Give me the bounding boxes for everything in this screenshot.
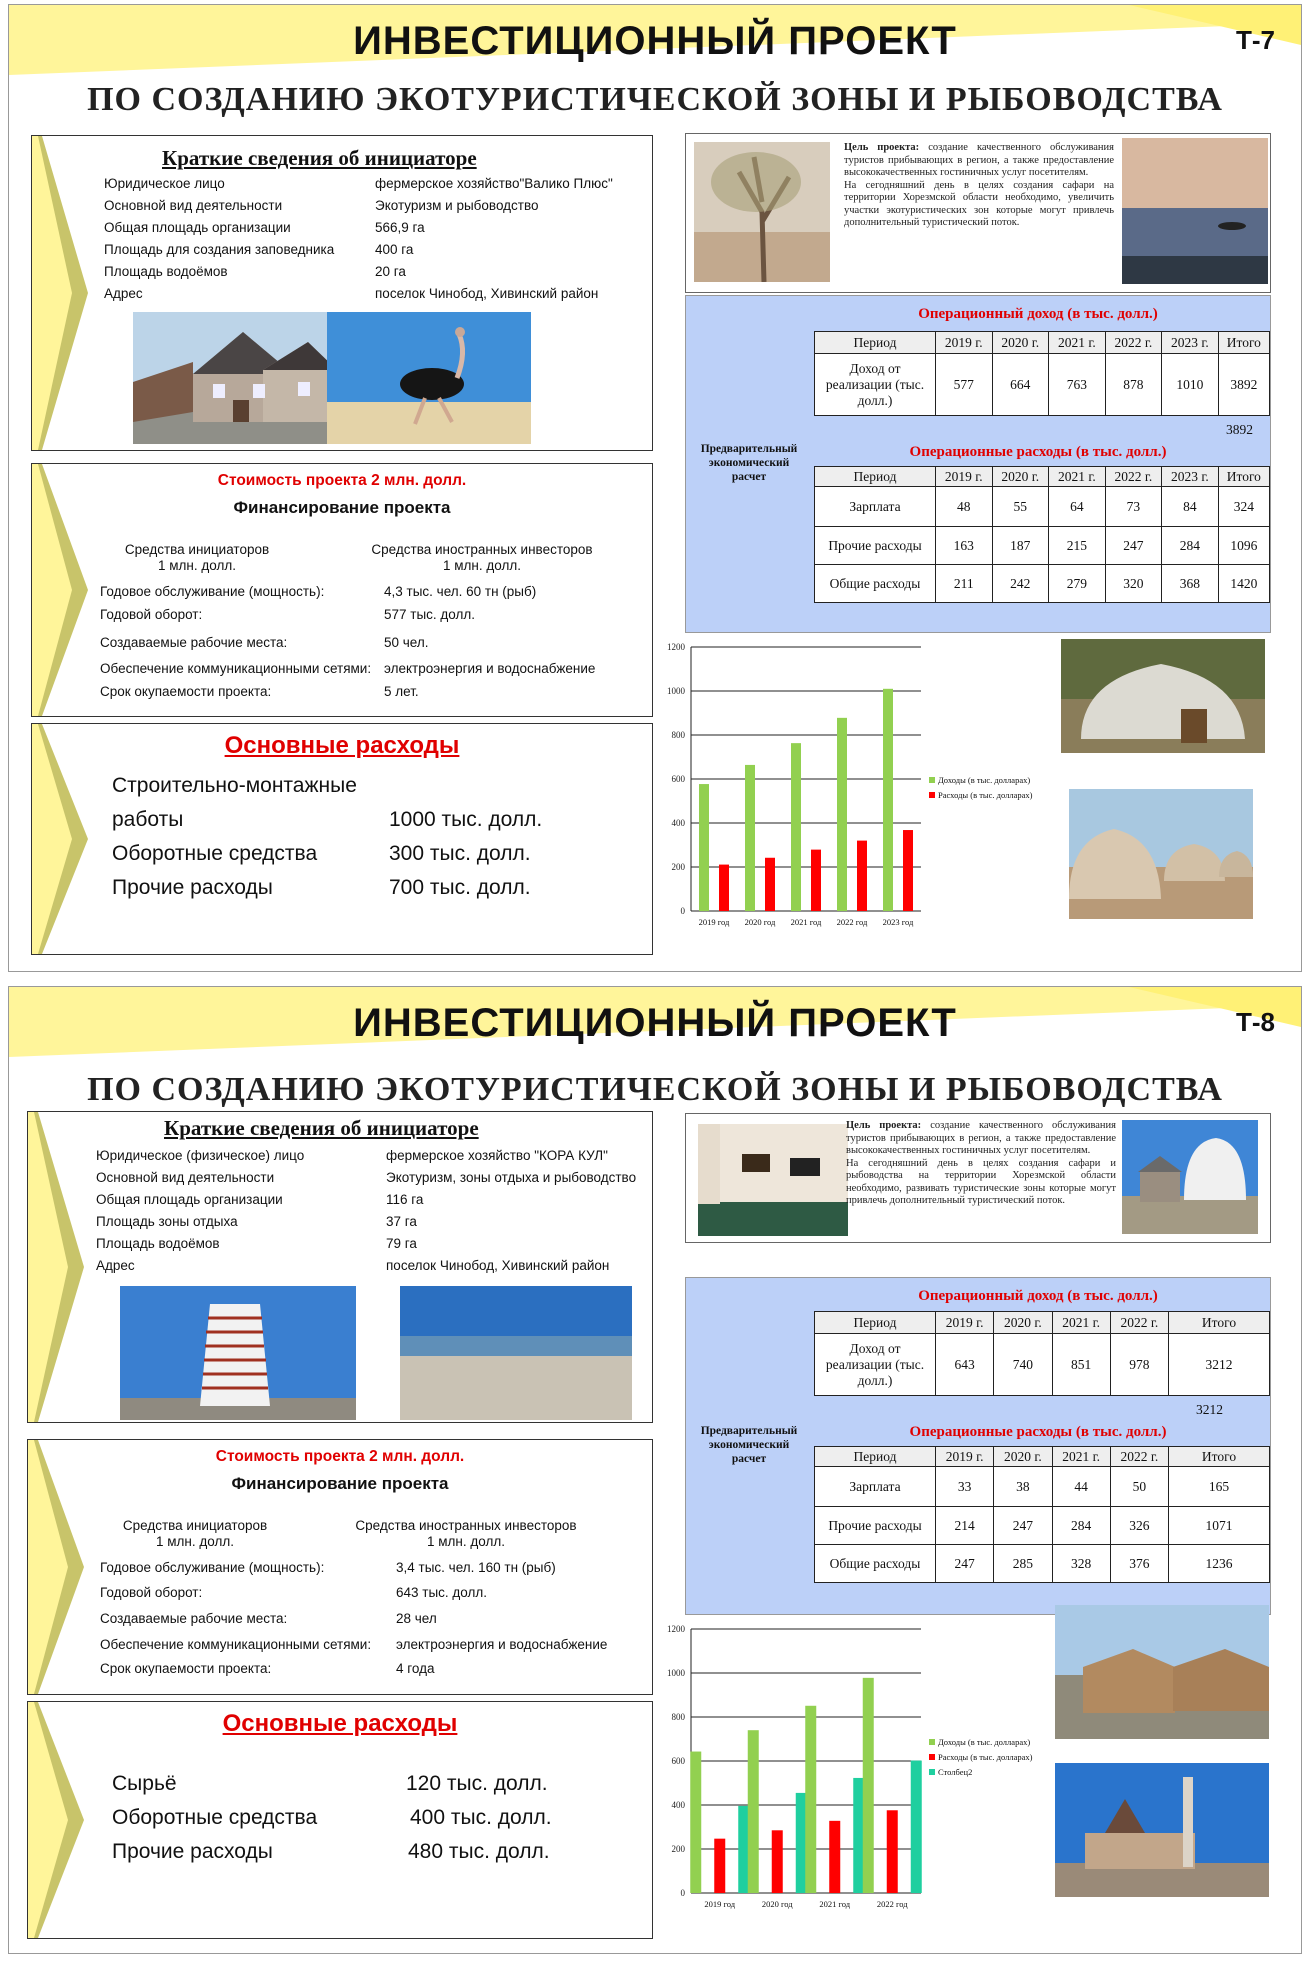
y-tick-label: 200	[671, 862, 685, 872]
th: 2022 г.	[1105, 332, 1162, 354]
cost-value: 4,3 тыс. чел. 60 тн (рыб)	[384, 584, 537, 599]
initiator-label: Площадь зоны отдыха	[96, 1214, 238, 1229]
slide-t8	[8, 986, 1302, 1954]
cost-label: Создаваемые рабочие места:	[100, 635, 288, 650]
th: Итого	[1218, 332, 1269, 354]
legend-swatch	[929, 1769, 935, 1775]
investor-funds-amount: 1 млн. долл.	[443, 558, 521, 573]
initiator-funds-label: Средства инициаторов	[122, 1518, 268, 1533]
th: 2019 г.	[936, 467, 993, 487]
initiator-funds	[122, 542, 272, 574]
legend-swatch	[929, 792, 935, 798]
y-tick-label: 1200	[667, 642, 685, 652]
cost-value: электроэнергия и водоснабжение	[396, 1637, 608, 1652]
cost-panel	[27, 1439, 653, 1695]
bar	[829, 1821, 840, 1893]
legend-label: Доходы (в тыс. долларах)	[938, 775, 1031, 785]
goal-label: Цель проекта:	[844, 142, 920, 153]
cost-value: электроэнергия и водоснабжение	[384, 661, 596, 676]
expense-label: Прочие расходы	[112, 876, 273, 899]
initiator-label: Адрес	[96, 1258, 135, 1273]
y-tick-label: 200	[671, 1844, 685, 1854]
td: 44	[1052, 1467, 1110, 1507]
initiator-value: 37 га	[386, 1214, 417, 1229]
expenses-panel	[27, 1701, 653, 1939]
goal-text	[846, 1120, 1116, 1208]
expense-label: Сырьё	[112, 1772, 177, 1795]
y-tick-label: 600	[671, 1756, 685, 1766]
legend-label: Доходы (в тыс. долларах)	[938, 1737, 1031, 1747]
td: 3212	[1169, 1334, 1270, 1396]
expense-label: Прочие расходы	[112, 1840, 273, 1863]
th: 2019 г.	[936, 1312, 994, 1334]
goal-body-2: На сегодняшний день в целях создания сафари и рыбоводства на территории Хорезмской области необходимо, развивать туристические зоны которые могут привлечь дополнительный туристический поток.	[846, 1157, 1116, 1206]
cost-label: Обеспечение коммуникационными сетями:	[100, 661, 372, 676]
td: 247	[1105, 527, 1162, 565]
x-tick-label: 2022 год	[836, 917, 868, 927]
cost-label: Срок окупаемости проекта:	[100, 684, 272, 699]
bar	[853, 1778, 864, 1893]
initiator-label: Юридическое (физическое) лицо	[96, 1148, 305, 1163]
dome-building-photo	[1122, 1120, 1258, 1234]
expenses-table	[814, 1446, 1270, 1583]
chevron-decoration	[32, 136, 92, 450]
expenses-panel	[31, 723, 653, 955]
bar	[887, 1810, 898, 1893]
th: 2021 г.	[1049, 467, 1106, 487]
x-tick-label: 2019 год	[704, 1899, 736, 1909]
expenses-title: Операционные расходы (в тыс. долл.)	[909, 444, 1167, 460]
initiator-value: фермерское хозяйство "КОРА КУЛ"	[386, 1148, 608, 1163]
initiator-value: Экотуризм, зоны отдыха и рыбоводство	[386, 1170, 637, 1185]
x-tick-label: 2021 год	[790, 917, 822, 927]
cost-value: 3,4 тыс. чел. 160 тн (рыб)	[396, 1560, 556, 1575]
td: 84	[1162, 487, 1219, 527]
td: 247	[936, 1545, 994, 1583]
y-tick-label: 800	[671, 730, 685, 740]
td: 284	[1162, 527, 1219, 565]
th: 2020 г.	[994, 1447, 1052, 1467]
initiator-value: фермерское хозяйство"Валико Плюс"	[375, 176, 613, 191]
td-label: Зарплата	[815, 487, 936, 527]
econ-label: Предварительный экономический расчет	[700, 443, 798, 483]
td: 163	[936, 527, 993, 565]
td: 763	[1049, 354, 1106, 416]
td-label: Доход от реализации (тыс. долл.)	[815, 1334, 936, 1396]
initiator-value: 566,9 га	[375, 220, 425, 235]
legend-swatch	[929, 777, 935, 783]
yurt-camp-photo	[1069, 789, 1253, 919]
td: 214	[936, 1507, 994, 1545]
cost-label: Создаваемые рабочие места:	[100, 1611, 288, 1626]
x-tick-label: 2020 год	[761, 1899, 793, 1909]
x-tick-label: 2019 год	[698, 917, 730, 927]
bar-chart	[649, 1615, 1069, 1927]
y-tick-label: 400	[671, 818, 685, 828]
financing-heading: Финансирование проекта	[231, 1474, 449, 1493]
td: 1071	[1169, 1507, 1270, 1545]
bar	[903, 830, 913, 911]
x-tick-label: 2020 год	[744, 917, 776, 927]
td: 740	[994, 1334, 1052, 1396]
y-tick-label: 600	[671, 774, 685, 784]
hotel-room-photo	[698, 1124, 848, 1236]
cost-value: 577 тыс. долл.	[384, 607, 476, 622]
bar	[837, 718, 847, 911]
td: 368	[1162, 565, 1219, 603]
td-label: Общие расходы	[815, 1545, 936, 1583]
initiator-heading: Краткие сведения об инициаторе	[162, 146, 477, 170]
econ-panel	[685, 1277, 1271, 1615]
chevron-decoration	[28, 1112, 88, 1422]
expense-label: Оборотные средства	[112, 1806, 318, 1829]
goal-body: создание качественного обслуживания туристов прибывающих в регион, а также предоставление высококачественных гостиничных услуг посетителям.	[846, 1120, 1116, 1156]
y-tick-label: 400	[671, 1800, 685, 1810]
initiator-value: 400 га	[375, 242, 414, 257]
td: 242	[992, 565, 1049, 603]
td: 55	[992, 487, 1049, 527]
td-label: Зарплата	[815, 1467, 936, 1507]
td: 64	[1049, 487, 1106, 527]
bar	[911, 1761, 922, 1893]
th: 2021 г.	[1049, 332, 1106, 354]
th: 2022 г.	[1105, 467, 1162, 487]
cost-label: Годовой оборот:	[100, 1585, 203, 1600]
td: 284	[1052, 1507, 1110, 1545]
initiator-heading: Краткие сведения об инициаторе	[164, 1116, 479, 1140]
th: Период	[815, 1312, 936, 1334]
expenses-table	[814, 466, 1270, 603]
td: 187	[992, 527, 1049, 565]
legend-swatch	[929, 1739, 935, 1745]
bar	[796, 1793, 807, 1893]
td: 878	[1105, 354, 1162, 416]
td: 376	[1110, 1545, 1168, 1583]
project-cost: Стоимость проекта 2 млн. долл.	[217, 472, 467, 489]
td: 38	[994, 1467, 1052, 1507]
th: 2021 г.	[1052, 1447, 1110, 1467]
th: 2020 г.	[992, 332, 1049, 354]
initiator-funds-label: Средства инициаторов	[124, 542, 270, 557]
initiator-label: Площадь водоёмов	[96, 1236, 220, 1251]
td-label: Прочие расходы	[815, 527, 936, 565]
expenses-title: Операционные расходы (в тыс. долл.)	[909, 1424, 1167, 1440]
bar	[772, 1830, 783, 1893]
income-total: 3892	[1226, 422, 1253, 437]
th: Период	[815, 332, 936, 354]
initiator-funds	[120, 1518, 270, 1550]
houses-photo	[133, 312, 337, 444]
x-tick-label: 2023 год	[882, 917, 914, 927]
cost-label: Обеспечение коммуникационными сетями:	[100, 1637, 372, 1652]
bar	[765, 858, 775, 911]
cost-label: Срок окупаемости проекта:	[100, 1661, 272, 1676]
investor-funds-label: Средства иностранных инвесторов	[355, 1518, 577, 1533]
investor-funds	[346, 1518, 586, 1550]
initiator-value: 116 га	[386, 1192, 424, 1207]
goal-body: создание качественного обслуживания туристов прибывающих в регион, а также предоставление высококачественных гостиничных услуг посетителям.	[844, 142, 1114, 178]
cost-value: 28 чел	[396, 1611, 437, 1626]
income-title: Операционный доход (в тыс. долл.)	[918, 1288, 1158, 1304]
y-tick-label: 0	[680, 906, 685, 916]
initiator-value: 79 га	[386, 1236, 417, 1251]
th: Итого	[1169, 1312, 1270, 1334]
main-title: ИНВЕСТИЦИОННЫЙ ПРОЕКТ	[353, 1001, 957, 1045]
expense-label: Оборотные средства	[112, 842, 318, 865]
initiator-label: Основной вид деятельности	[96, 1170, 275, 1185]
pavilions-photo	[1055, 1605, 1269, 1739]
th: 2019 г.	[936, 332, 993, 354]
income-table	[814, 331, 1270, 416]
th: 2022 г.	[1110, 1447, 1168, 1467]
td: 324	[1218, 487, 1269, 527]
th: 2021 г.	[1052, 1312, 1110, 1334]
cost-value: 5 лет.	[384, 684, 419, 699]
initiator-label: Адрес	[104, 286, 143, 301]
mosque-photo	[1055, 1763, 1269, 1897]
td: 851	[1052, 1334, 1110, 1396]
tree-photo	[694, 142, 830, 282]
bar	[811, 850, 821, 911]
y-tick-label: 1000	[667, 1668, 685, 1678]
investor-funds	[362, 542, 602, 574]
cost-value: 50 чел.	[384, 635, 429, 650]
expense-value: 120 тыс. долл.	[406, 1772, 548, 1795]
x-tick-label: 2021 год	[819, 1899, 851, 1909]
income-total: 3212	[1196, 1402, 1223, 1417]
expenses-heading: Основные расходы	[224, 732, 460, 759]
lake-shore-photo	[400, 1286, 632, 1420]
bar	[805, 1706, 816, 1893]
td: 50	[1110, 1467, 1168, 1507]
th: 2020 г.	[992, 467, 1049, 487]
expense-value: 1000 тыс. долл.	[389, 808, 543, 831]
initiator-label: Площадь водоёмов	[104, 264, 228, 279]
y-tick-label: 1200	[667, 1624, 685, 1634]
td: 279	[1049, 565, 1106, 603]
th: Итого	[1218, 467, 1269, 487]
td: 3892	[1218, 354, 1269, 416]
td: 1096	[1218, 527, 1269, 565]
initiator-funds-amount: 1 млн. долл.	[158, 558, 236, 573]
project-cost: Стоимость проекта 2 млн. долл.	[215, 1448, 465, 1465]
goal-label: Цель проекта:	[846, 1120, 922, 1131]
bar	[714, 1839, 725, 1893]
td: 215	[1049, 527, 1106, 565]
initiator-label: Основной вид деятельности	[104, 198, 283, 213]
td: 643	[936, 1334, 994, 1396]
td: 211	[936, 565, 993, 603]
bar	[699, 784, 709, 911]
cost-label: Годовой оборот:	[100, 607, 203, 622]
initiator-funds-amount: 1 млн. долл.	[156, 1534, 234, 1549]
initiator-label: Юридическое лицо	[104, 176, 225, 191]
td: 326	[1110, 1507, 1168, 1545]
yurt-photo	[1061, 639, 1265, 753]
expenses-heading: Основные расходы	[222, 1710, 458, 1737]
legend-swatch	[929, 1754, 935, 1760]
td: 1236	[1169, 1545, 1270, 1583]
slide-t7	[8, 4, 1302, 972]
ostrich-photo	[327, 312, 531, 444]
legend-label: Столбец2	[938, 1767, 973, 1777]
td: 48	[936, 487, 993, 527]
th: 2019 г.	[936, 1447, 994, 1467]
cost-value: 643 тыс. долл.	[396, 1585, 488, 1600]
tower-photo	[120, 1286, 356, 1420]
goal-panel	[685, 133, 1271, 293]
sub-title: ПО СОЗДАНИЮ ЭКОТУРИСТИЧЕСКОЙ ЗОНЫ И РЫБОВОДСТВА	[87, 81, 1223, 118]
cost-panel	[31, 463, 653, 717]
td-label: Доход от реализации (тыс. долл.)	[815, 354, 936, 416]
goal-body-2: На сегодняшний день в целях создания сафари на территории Хорезмской области необходимо, увеличить участки экотуристических зон которые могут привлечь дополнительный туристический поток.	[844, 179, 1114, 228]
bar	[719, 865, 729, 911]
bar	[857, 841, 867, 911]
th: Период	[815, 467, 936, 487]
goal-panel	[685, 1113, 1271, 1243]
expense-value: 300 тыс. долл.	[389, 842, 531, 865]
investor-funds-label: Средства иностранных инвесторов	[371, 542, 593, 557]
lake-photo	[1122, 138, 1268, 284]
th: Период	[815, 1447, 936, 1467]
cost-label: Годовое обслуживание (мощность):	[100, 584, 325, 599]
bar-chart	[649, 633, 1069, 945]
initiator-panel	[31, 135, 653, 451]
td: 285	[994, 1545, 1052, 1583]
td: 1420	[1218, 565, 1269, 603]
th: 2023 г.	[1162, 467, 1219, 487]
econ-panel	[685, 295, 1271, 633]
td: 73	[1105, 487, 1162, 527]
expense-value: 700 тыс. долл.	[389, 876, 531, 899]
legend-label: Расходы (в тыс. долларах)	[938, 1752, 1033, 1762]
financing-heading: Финансирование проекта	[233, 498, 451, 517]
main-title: ИНВЕСТИЦИОННЫЙ ПРОЕКТ	[353, 19, 957, 63]
econ-label: Предварительный экономический расчет	[700, 1425, 798, 1465]
td: 328	[1052, 1545, 1110, 1583]
bar	[738, 1806, 749, 1893]
td: 1010	[1162, 354, 1219, 416]
legend-label: Расходы (в тыс. долларах)	[938, 790, 1033, 800]
slide-code: Т-7	[1236, 25, 1275, 55]
th: 2023 г.	[1162, 332, 1219, 354]
initiator-value: 20 га	[375, 264, 406, 279]
sub-title: ПО СОЗДАНИЮ ЭКОТУРИСТИЧЕСКОЙ ЗОНЫ И РЫБОВОДСТВА	[87, 1071, 1223, 1108]
th: 2020 г.	[994, 1312, 1052, 1334]
initiator-value: поселок Чинобод, Хивинский район	[375, 286, 599, 301]
td: 577	[936, 354, 993, 416]
initiator-label: Площадь для создания заповедника	[104, 242, 335, 257]
td: 247	[994, 1507, 1052, 1545]
th: Итого	[1169, 1447, 1270, 1467]
bar	[791, 743, 801, 911]
expense-label: работы	[112, 808, 184, 831]
bar	[863, 1678, 874, 1893]
income-title: Операционный доход (в тыс. долл.)	[918, 306, 1158, 322]
td: 664	[992, 354, 1049, 416]
th: 2022 г.	[1110, 1312, 1168, 1334]
cost-value: 4 года	[396, 1661, 435, 1676]
y-tick-label: 800	[671, 1712, 685, 1722]
expense-value: 480 тыс. долл.	[408, 1840, 550, 1863]
initiator-value: Экотуризм и рыбоводство	[375, 198, 539, 213]
initiator-label: Общая площадь организации	[96, 1192, 283, 1207]
expense-value: 400 тыс. долл.	[410, 1806, 552, 1829]
td: 978	[1110, 1334, 1168, 1396]
td: 165	[1169, 1467, 1270, 1507]
td-label: Общие расходы	[815, 565, 936, 603]
x-tick-label: 2022 год	[876, 1899, 908, 1909]
td-label: Прочие расходы	[815, 1507, 936, 1545]
slide-code: Т-8	[1236, 1007, 1275, 1037]
investor-funds-amount: 1 млн. долл.	[427, 1534, 505, 1549]
bar	[690, 1752, 701, 1893]
initiator-value: поселок Чинобод, Хивинский район	[386, 1258, 610, 1273]
expense-label: Строительно-монтажные	[112, 774, 357, 797]
td: 33	[936, 1467, 994, 1507]
initiator-panel	[27, 1111, 653, 1423]
bar	[748, 1730, 759, 1893]
goal-text	[844, 142, 1114, 230]
income-table	[814, 1311, 1270, 1396]
y-tick-label: 1000	[667, 686, 685, 696]
td: 320	[1105, 565, 1162, 603]
cost-label: Годовое обслуживание (мощность):	[100, 1560, 325, 1575]
y-tick-label: 0	[680, 1888, 685, 1898]
initiator-label: Общая площадь организации	[104, 220, 291, 235]
bar	[883, 689, 893, 911]
bar	[745, 765, 755, 911]
